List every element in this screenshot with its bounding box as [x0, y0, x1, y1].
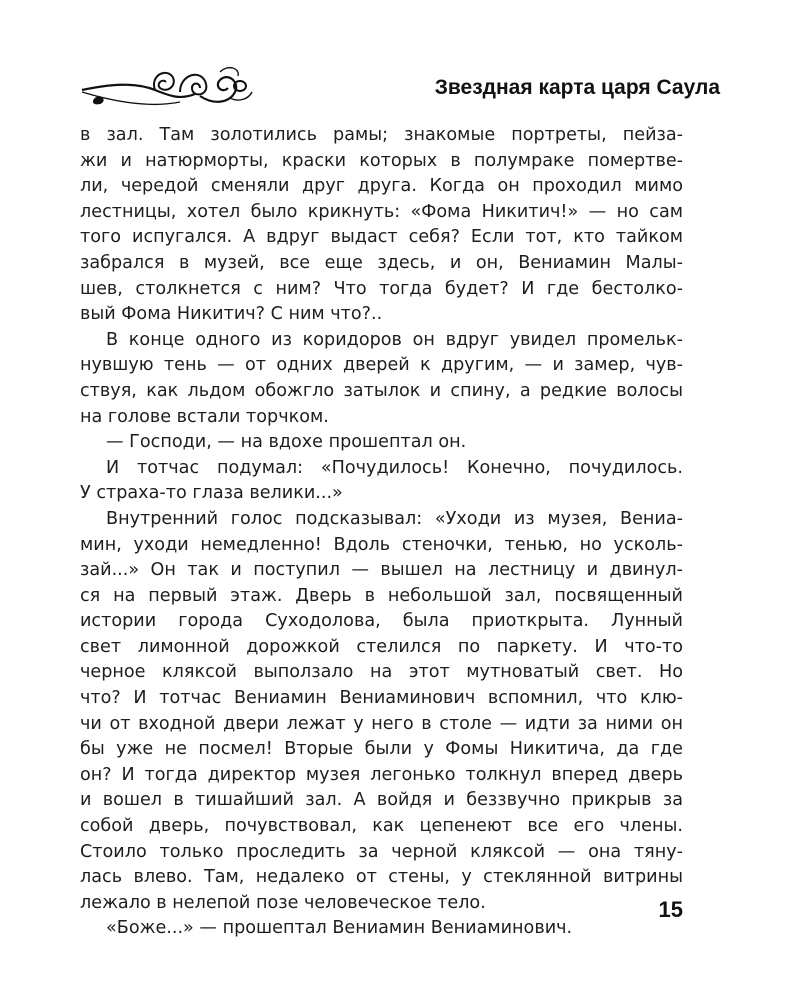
text-line: черное кляксой выползало на этот мутноватый свет. Но	[80, 662, 683, 683]
text-line: в зал. Там золотились рамы; знакомые портреты, пейза-	[80, 125, 683, 145]
text-line: лежало в нелепой позе человеческое тело.	[80, 892, 486, 913]
text-line: мин, уходи немедленно! Вдоль стеночки, тенью, но усколь-	[80, 534, 683, 555]
running-title: Звездная карта царя Саула	[434, 76, 720, 99]
paragraph-4	[80, 456, 683, 507]
flourish-ornament-icon	[80, 62, 255, 112]
text-line: вый Фома Никитич? С ним что?..	[80, 304, 383, 325]
text-line: что? И тотчас Вениамин Вениаминович вспомнил, что клю-	[80, 688, 683, 709]
paragraph-1	[80, 123, 683, 328]
text-line: лестницы, хотел было крикнуть: «Фома Никитич!» — но сам	[80, 201, 683, 222]
text-line: жи и натюрморты, краски которых в полумраке помертве-	[80, 150, 683, 171]
text-line: «Боже...» — прошептал Вениамин Вениаминович.	[106, 918, 573, 939]
text-line: Внутренний голос подсказывал: «Уходи из музея, Вениа-	[106, 508, 683, 529]
text-line: того испугался. А вдруг выдаст себя? Если тот, кто тайком	[80, 227, 683, 248]
text-line: нувшую тень — от одних дверей к другим, — и замер, чув-	[80, 355, 683, 376]
text-line: он? И тогда директор музея легонько толкнул вперед дверь	[80, 764, 683, 785]
body-text	[80, 123, 683, 942]
text-line: — Господи, — на вдохе прошептал он.	[106, 432, 467, 453]
text-line: собой дверь, почувствовал, как цепенеют все его члены.	[80, 816, 683, 837]
text-line: И тотчас подумал: «Почудилось! Конечно, почудилось.	[106, 457, 683, 478]
text-line: Стоило только проследить за черной кляксой — она тяну-	[80, 841, 683, 862]
text-line: ствуя, как льдом обожгло затылок и спину, а редкие волосы	[80, 380, 683, 401]
page-header	[80, 62, 720, 112]
text-line: лась влево. Там, недалеко от стены, у стеклянной витрины	[80, 867, 683, 888]
text-line: забрался в музей, все еще здесь, и он, Вениамин Малы-	[80, 252, 683, 273]
text-line: на голове встали торчком.	[80, 406, 329, 427]
text-line: свет лимонной дорожкой стелился по паркету. И что-то	[80, 636, 683, 657]
text-line: чи от входной двери лежат у него в столе — идти за ними он	[80, 713, 683, 734]
text-line: шев, столкнется с ним? Что тогда будет? И где бестолко-	[80, 278, 683, 299]
text-line: и вошел в тишайший зал. А войдя и беззвучно прикрыв за	[80, 790, 683, 811]
text-line: истории города Суходолова, была приоткрыта. Лунный	[80, 611, 683, 632]
page-number: 15	[658, 897, 683, 922]
text-line: В конце одного из коридоров он вдруг увидел промельк-	[106, 329, 683, 350]
text-line: ли, чередой сменяли друг друга. Когда он проходил мимо	[80, 176, 683, 197]
text-line: ся на первый этаж. Дверь в небольшой зал, посвященный	[80, 585, 683, 606]
paragraph-5	[80, 507, 683, 917]
text-line: бы уже не посмел! Вторые были у Фомы Никитича, да где	[80, 739, 683, 760]
paragraph-2	[80, 328, 683, 430]
paragraph-3	[80, 430, 683, 456]
text-line: У страха-то глаза велики...»	[80, 483, 343, 504]
paragraph-6	[80, 916, 683, 942]
text-line: зай...» Он так и поступил — вышел на лестницу и двинул-	[80, 560, 683, 581]
